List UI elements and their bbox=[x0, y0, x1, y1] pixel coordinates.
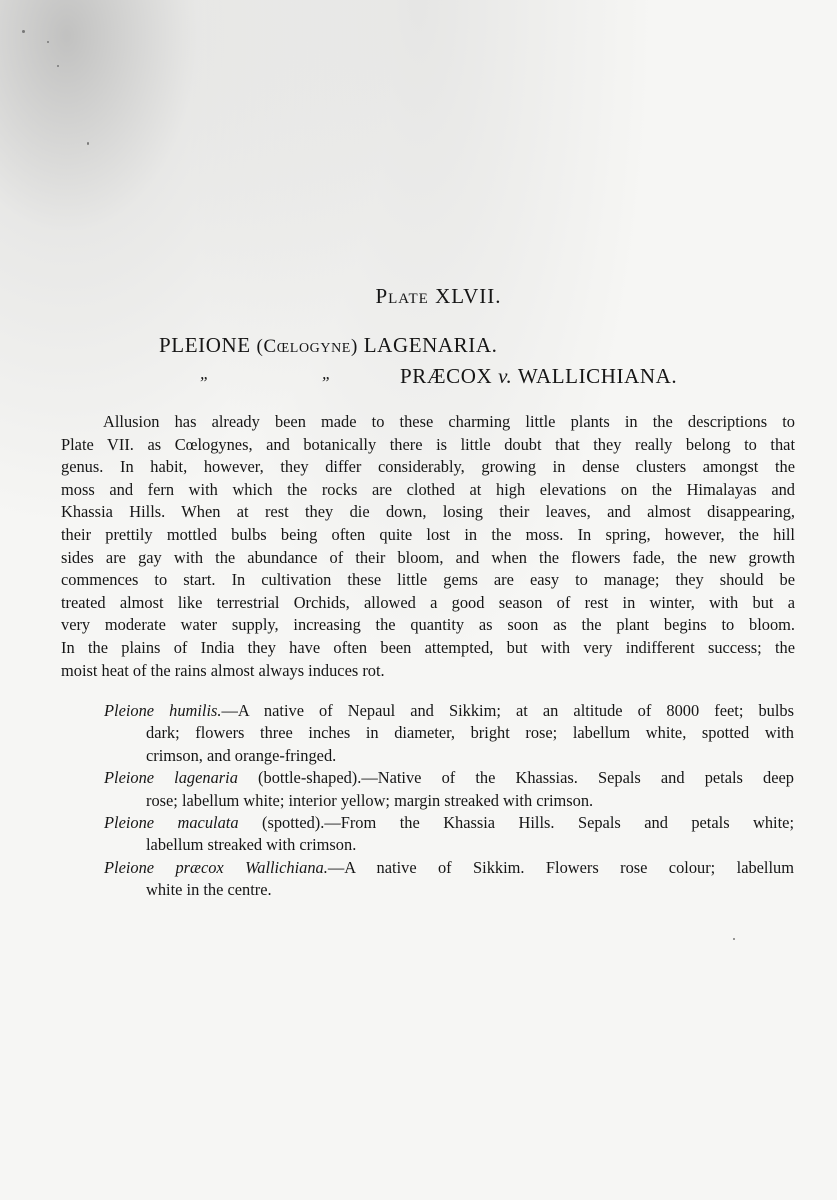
variety-abbrev: v. bbox=[498, 364, 513, 388]
subgenus-close: ) bbox=[350, 336, 358, 357]
intro-line: moist heat of the rains almost always induces rot. bbox=[61, 660, 385, 680]
paper-speck bbox=[733, 938, 735, 940]
ditto-mark-1: „ bbox=[200, 364, 210, 383]
species-first-line bbox=[104, 812, 794, 834]
paper-speck bbox=[47, 41, 49, 43]
intro-line: sides are gay with the abundance of their bloom, and when the flowers fade, the new growth bbox=[61, 547, 795, 567]
species-name-2: PRÆCOX bbox=[400, 364, 493, 388]
subgenus-open: (C bbox=[256, 336, 277, 357]
intro-line: Khassia Hills. When at rest they die down, losing their leaves, and almost disappearing, bbox=[61, 502, 795, 522]
species-name: Pleione lagenaria bbox=[104, 768, 238, 788]
species-first-line bbox=[104, 857, 794, 879]
intro-line: very moderate water supply, increasing the quantity as soon as the plant begins to bloom. bbox=[61, 615, 795, 635]
species-line: dark; flowers three inches in diameter, bright rose; labellum white, spotted with bbox=[146, 723, 794, 743]
intro-paragraph bbox=[61, 411, 795, 682]
intro-line: genus. In habit, however, they differ considerably, growing in dense clusters amongst the bbox=[61, 457, 795, 477]
species-text: (spotted).—From the Khassia Hills. Sepals and petals white; bbox=[238, 813, 794, 833]
subgenus-rest: ŒLOGYNE bbox=[276, 341, 351, 356]
species-entry-humilis bbox=[104, 700, 794, 767]
ditto-mark-2: „ bbox=[322, 364, 332, 383]
species-first-line bbox=[104, 700, 794, 722]
species-text: (bottle-shaped).—Native of the Khassias. Sepals and petals deep bbox=[237, 768, 794, 788]
species-line: rose; labellum white; interior yellow; margin streaked with crimson. bbox=[146, 790, 594, 810]
paper-speck bbox=[57, 65, 59, 67]
species-name: Pleione maculata bbox=[104, 813, 239, 833]
species-name-1: LAGENARIA. bbox=[363, 333, 498, 357]
species-line: crimson, and orange-fringed. bbox=[146, 745, 337, 765]
paper-speck bbox=[22, 30, 25, 33]
species-text: —A native of Nepaul and Sikkim; at an altitude of 8000 feet; bulbs bbox=[221, 701, 794, 720]
plate-title bbox=[0, 284, 837, 309]
species-entry-praecox bbox=[104, 857, 794, 902]
species-entry-lagenaria bbox=[104, 767, 794, 812]
species-text: —A native of Sikkim. Flowers rose colour; labellum bbox=[327, 857, 794, 877]
intro-line: In the plains of India they have often been attempted, but with very indifferent success; the bbox=[61, 637, 795, 657]
paper-speck bbox=[87, 142, 89, 145]
intro-line: commences to start. In cultivation these little gems are easy to manage; they should be bbox=[61, 570, 795, 590]
intro-line: Allusion has already been made to these charming little plants in the descriptions to bbox=[103, 412, 795, 431]
species-line: labellum streaked with crimson. bbox=[146, 835, 357, 855]
plate-number: XLVII. bbox=[435, 284, 502, 308]
species-first-line bbox=[104, 767, 794, 789]
species-entry-maculata bbox=[104, 812, 794, 857]
plate-label-rest: LATE bbox=[388, 291, 429, 307]
intro-line: Plate VII. as Cœlogynes, and botanically there is little doubt that they really belong to that bbox=[61, 434, 795, 454]
intro-line: treated almost like terrestrial Orchids, allowed a good season of rest in winter, with but a bbox=[61, 592, 795, 612]
genus-name: PLEIONE bbox=[159, 333, 251, 357]
species-name: Pleione præcox Wallichiana. bbox=[104, 857, 328, 877]
heading-line-1 bbox=[159, 333, 497, 358]
intro-line: moss and fern with which the rocks are clothed at high elevations on the Himalayas and bbox=[61, 479, 795, 499]
species-list bbox=[104, 700, 794, 902]
species-line: white in the centre. bbox=[146, 880, 272, 900]
species-name-2b: WALLICHIANA. bbox=[517, 364, 678, 388]
species-name: Pleione humilis. bbox=[104, 701, 222, 720]
intro-line: their prettily mottled bulbs being often quite lost in the moss. In spring, however, the hill bbox=[61, 524, 795, 544]
plate-label-initial: P bbox=[375, 284, 389, 308]
heading-line-2 bbox=[400, 364, 677, 389]
